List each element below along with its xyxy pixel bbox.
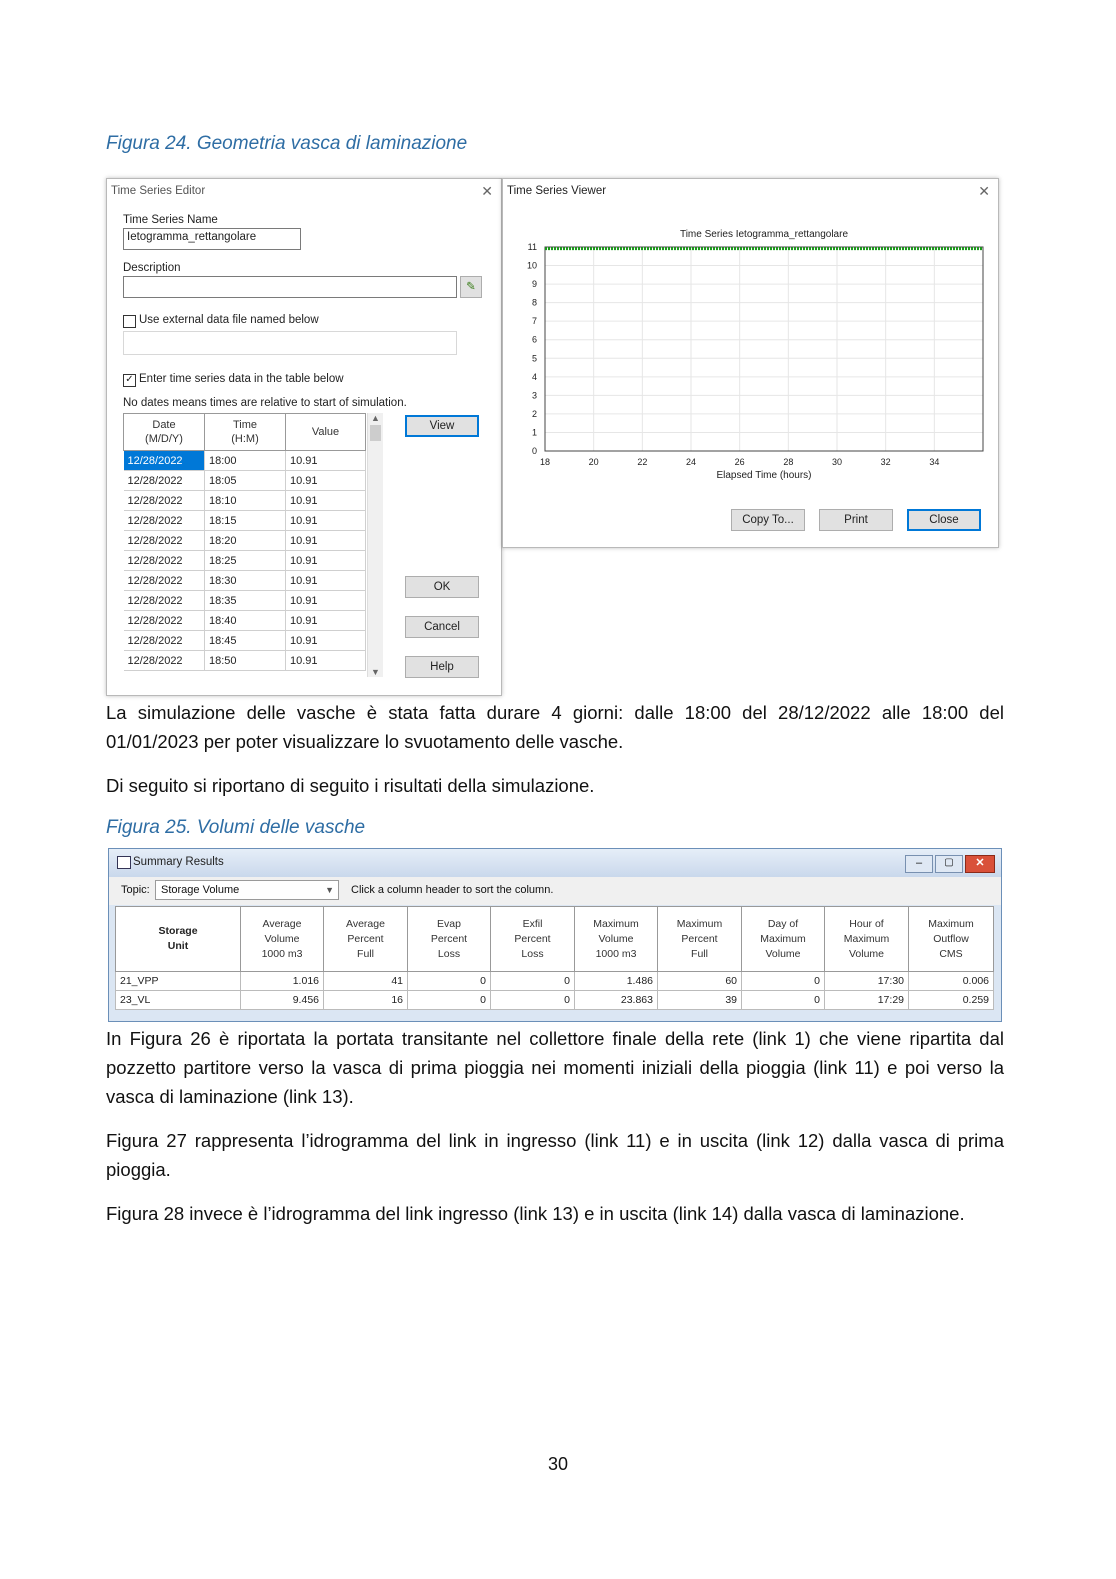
value-cell: 0: [408, 991, 491, 1010]
value-cell[interactable]: 10.91: [286, 551, 366, 571]
value-cell: 16: [324, 991, 408, 1010]
table-row[interactable]: [124, 651, 366, 671]
x-tick-label: 22: [637, 457, 648, 467]
time-cell[interactable]: 18:10: [205, 491, 286, 511]
paragraph-2: Di seguito si riportano di seguito i risultati della simulazione.: [106, 775, 595, 796]
date-cell[interactable]: 12/28/2022: [124, 511, 205, 531]
value-cell: 0: [408, 972, 491, 991]
figure-24-caption: Figura 24. Geometria vasca di laminazione: [106, 133, 468, 154]
close-button[interactable]: Close: [907, 509, 981, 531]
value-cell[interactable]: 10.91: [286, 531, 366, 551]
close-icon[interactable]: ✕: [481, 183, 493, 199]
sort-hint: Click a column header to sort the column.: [351, 884, 554, 896]
value-cell: 0.006: [909, 972, 994, 991]
value-cell: 39: [658, 991, 742, 1010]
help-button[interactable]: Help: [405, 656, 479, 678]
figure-25-caption: Figura 25. Volumi delle vasche: [106, 817, 366, 838]
date-cell[interactable]: 12/28/2022: [124, 611, 205, 631]
table-scrollbar[interactable]: [367, 413, 383, 677]
value-cell[interactable]: 10.91: [286, 591, 366, 611]
description-label: Description: [123, 262, 181, 274]
external-file-label: Use external data file named below: [139, 314, 319, 326]
table-row[interactable]: [124, 451, 366, 471]
y-tick-label: 5: [531, 353, 537, 364]
y-tick-label: 2: [531, 408, 537, 419]
value-cell: 9.456: [241, 991, 324, 1010]
y-tick-label: 3: [531, 390, 537, 401]
column-header[interactable]: Maximum Outflow CMS: [909, 907, 994, 972]
chevron-down-icon: ▼: [325, 885, 334, 895]
column-header[interactable]: Average Percent Full: [324, 907, 408, 972]
editor-title: Time Series Editor: [111, 185, 206, 197]
value-cell[interactable]: 10.91: [286, 451, 366, 471]
time-series-viewer-window: [502, 178, 999, 548]
view-button[interactable]: View: [405, 415, 479, 437]
close-icon[interactable]: ✕: [978, 183, 990, 199]
summary-title: Summary Results: [133, 856, 224, 868]
date-cell[interactable]: 12/28/2022: [124, 451, 205, 471]
time-cell[interactable]: 18:30: [205, 571, 286, 591]
time-cell[interactable]: 18:40: [205, 611, 286, 631]
table-row[interactable]: [124, 611, 366, 631]
date-cell[interactable]: 12/28/2022: [124, 571, 205, 591]
table-row[interactable]: [124, 631, 366, 651]
time-cell[interactable]: 18:00: [205, 451, 286, 471]
value-cell[interactable]: 10.91: [286, 511, 366, 531]
value-cell: 1.486: [575, 972, 658, 991]
time-column-header[interactable]: Time (H:M): [205, 414, 286, 451]
time-cell[interactable]: 18:05: [205, 471, 286, 491]
series-name-label: Time Series Name: [123, 214, 218, 226]
relative-times-note: No dates means times are relative to start of simulation.: [123, 397, 407, 409]
date-cell[interactable]: 12/28/2022: [124, 591, 205, 611]
time-series-editor-window: [106, 178, 502, 696]
paragraph-1: La simulazione delle vasche è stata fatta durare 4 giorni: dalle 18:00 del 28/12/2022 alle 18:00 del 01/01/2023 per poter visualizzare lo svuotamento delle vasche.: [106, 702, 1004, 752]
value-cell[interactable]: 10.91: [286, 651, 366, 671]
storage-unit-cell: 23_VL: [116, 991, 241, 1010]
x-axis-label: Elapsed Time (hours): [716, 470, 812, 481]
y-tick-label: 10: [526, 260, 537, 271]
topic-select-value: Storage Volume: [161, 884, 240, 896]
topic-label: Topic:: [121, 884, 150, 896]
x-tick-label: 24: [685, 457, 697, 467]
storage-unit-cell: 21_VPP: [116, 972, 241, 991]
value-cell: 0.259: [909, 991, 994, 1010]
date-cell[interactable]: 12/28/2022: [124, 471, 205, 491]
x-tick-label: 20: [588, 457, 599, 467]
table-row[interactable]: [124, 571, 366, 591]
summary-titlebar: [109, 849, 1001, 877]
column-header[interactable]: Exfil Percent Loss: [491, 907, 575, 972]
y-tick-label: 9: [531, 279, 537, 290]
value-cell[interactable]: 10.91: [286, 471, 366, 491]
table-row[interactable]: [124, 471, 366, 491]
description-input[interactable]: [123, 276, 457, 298]
date-cell[interactable]: 12/28/2022: [124, 531, 205, 551]
scroll-thumb[interactable]: [370, 425, 381, 441]
value-cell: 17:29: [825, 991, 909, 1010]
y-tick-label: 11: [527, 242, 537, 252]
external-file-checkbox[interactable]: [123, 315, 136, 328]
value-cell: 23.863: [575, 991, 658, 1010]
storage-volume-table: [115, 906, 994, 1010]
table-icon: [117, 856, 131, 869]
topic-bar: [109, 877, 1001, 905]
table-data-checkbox[interactable]: ✓: [123, 374, 136, 387]
column-header[interactable]: Maximum Percent Full: [658, 907, 742, 972]
y-tick-label: 4: [531, 371, 537, 382]
column-header[interactable]: Storage Unit: [116, 907, 241, 972]
time-cell[interactable]: 18:35: [205, 591, 286, 611]
table-row[interactable]: [124, 491, 366, 511]
value-cell[interactable]: 10.91: [286, 631, 366, 651]
ok-button[interactable]: OK: [405, 576, 479, 598]
paragraph-4: Figura 27 rappresenta l’idrogramma del link in ingresso (link 11) e in uscita (link 12) dalla vasca di prima pioggia.: [106, 1130, 1004, 1180]
page-number: 30: [547, 1454, 569, 1474]
close-icon[interactable]: ✕: [965, 855, 995, 873]
value-cell[interactable]: 10.91: [286, 571, 366, 591]
scroll-down-icon[interactable]: ▼: [371, 667, 380, 677]
x-tick-label: 18: [539, 457, 551, 467]
value-cell: 0: [742, 991, 825, 1010]
table-row[interactable]: [124, 551, 366, 571]
value-cell: 0: [491, 991, 575, 1010]
value-cell: 17:30: [825, 972, 909, 991]
y-tick-label: 0: [531, 446, 537, 456]
y-tick-label: 8: [531, 297, 537, 308]
date-cell[interactable]: 12/28/2022: [124, 651, 205, 671]
date-cell[interactable]: 12/28/2022: [124, 491, 205, 511]
table-row[interactable]: [124, 511, 366, 531]
date-column-header[interactable]: Date (M/D/Y): [124, 414, 205, 451]
y-tick-label: 1: [531, 427, 537, 438]
value-cell: 1.016: [241, 972, 324, 991]
scroll-up-icon[interactable]: ▲: [371, 413, 380, 423]
time-cell[interactable]: 18:25: [205, 551, 286, 571]
column-header[interactable]: Day of Maximum Volume: [742, 907, 825, 972]
x-tick-label: 28: [783, 457, 794, 467]
x-tick-label: 32: [880, 457, 891, 467]
value-cell: 41: [324, 972, 408, 991]
copy-to-button[interactable]: Copy To...: [731, 509, 805, 531]
date-cell[interactable]: 12/28/2022: [124, 631, 205, 651]
value-cell[interactable]: 10.91: [286, 491, 366, 511]
paragraph-simulation-duration: [106, 698, 1004, 815]
external-file-input[interactable]: [123, 331, 457, 355]
time-series-chart: [503, 219, 998, 519]
topic-select[interactable]: [155, 880, 339, 900]
time-cell[interactable]: 18:50: [205, 651, 286, 671]
table-row[interactable]: [124, 591, 366, 611]
date-cell[interactable]: 12/28/2022: [124, 551, 205, 571]
cancel-button[interactable]: Cancel: [405, 616, 479, 638]
maximize-icon[interactable]: ▢: [935, 855, 963, 873]
paragraph-3: In Figura 26 è riportata la portata transitante nel collettore finale della rete (link 1) che viene ripartita dal pozzetto partitore verso la vasca di prima pioggia nei momenti iniziali della pioggia (link 11) e poi verso la vasca di laminazione (link 13).: [106, 1028, 1004, 1107]
results-text: [106, 1024, 1004, 1243]
chart-title: Time Series Ietogramma_rettangolare: [679, 229, 849, 240]
value-cell: 60: [658, 972, 742, 991]
value-column-header[interactable]: Value: [286, 414, 366, 451]
table-row[interactable]: [116, 972, 994, 991]
print-button[interactable]: Print: [819, 509, 893, 531]
x-tick-label: 30: [831, 457, 843, 467]
plot-area: [545, 247, 983, 451]
viewer-title: Time Series Viewer: [507, 185, 607, 197]
time-cell[interactable]: 18:20: [205, 531, 286, 551]
value-cell[interactable]: 10.91: [286, 611, 366, 631]
edit-description-icon[interactable]: ✎: [460, 276, 482, 298]
x-tick-label: 26: [734, 457, 745, 467]
y-tick-label: 7: [531, 316, 537, 327]
value-cell: 0: [742, 972, 825, 991]
time-cell[interactable]: 18:45: [205, 631, 286, 651]
column-header[interactable]: Average Volume 1000 m3: [241, 907, 324, 972]
column-header[interactable]: Maximum Volume 1000 m3: [575, 907, 658, 972]
table-data-label: Enter time series data in the table below: [139, 373, 344, 385]
summary-results-window: [108, 848, 1002, 1022]
y-tick-label: 6: [531, 334, 537, 345]
column-header[interactable]: Hour of Maximum Volume: [825, 907, 909, 972]
x-tick-label: 34: [929, 457, 940, 467]
viewer-titlebar: [503, 179, 998, 203]
table-row[interactable]: [124, 531, 366, 551]
column-header[interactable]: Evap Percent Loss: [408, 907, 491, 972]
table-row[interactable]: [116, 991, 994, 1010]
time-cell[interactable]: 18:15: [205, 511, 286, 531]
editor-titlebar: [107, 179, 501, 203]
minimize-icon[interactable]: –: [905, 855, 933, 873]
series-name-input[interactable]: Ietogramma_rettangolare: [123, 228, 301, 250]
value-cell: 0: [491, 972, 575, 991]
paragraph-5: Figura 28 invece è l’idrogramma del link ingresso (link 13) e in uscita (link 14) dalla vasca di laminazione.: [106, 1203, 965, 1224]
time-series-table: [123, 413, 366, 671]
